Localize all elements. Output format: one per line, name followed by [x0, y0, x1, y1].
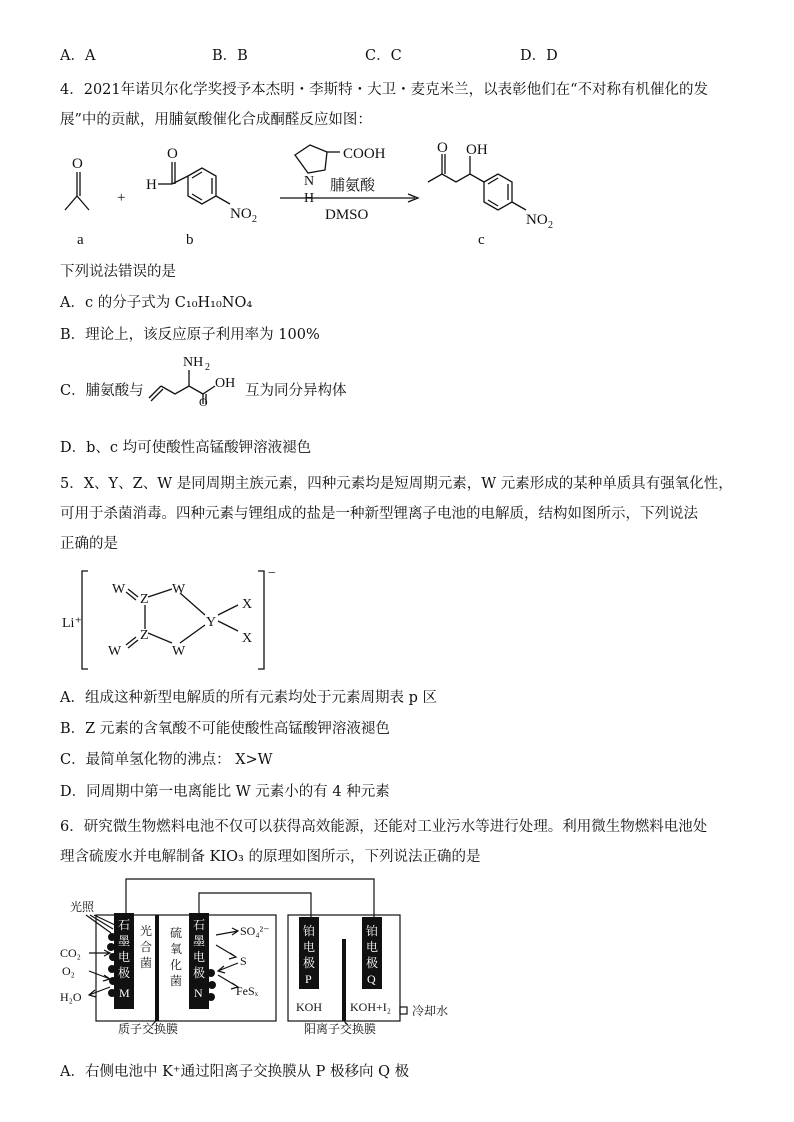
n-char-1: 石: [193, 918, 206, 932]
q-char-1: 铂: [366, 924, 379, 938]
wire-n-p: [199, 893, 311, 917]
anion-charge: −: [268, 566, 276, 581]
proline-n: N: [304, 174, 315, 189]
m-char-2: 墨: [118, 934, 131, 948]
label-b: b: [186, 232, 194, 248]
cooling-water-label: 冷却水: [412, 1004, 449, 1018]
m-char-3: 电: [118, 950, 131, 964]
bacteria1-char-3: 菌: [140, 956, 153, 970]
n-char-4: 极: [193, 966, 206, 980]
left-bracket: [82, 571, 88, 669]
n-char-3: 电: [193, 950, 206, 964]
solvent-label: DMSO: [325, 207, 369, 223]
wire-m-q: [126, 879, 374, 917]
atom-w2: W: [172, 582, 186, 597]
q4-option-c-pre: C．脯氨酸与: [60, 383, 144, 399]
light-rays: [86, 915, 115, 933]
fesx-label: FeSₓ: [236, 984, 259, 998]
atom-z1: Z: [140, 592, 149, 607]
o2-label: O₂: [62, 964, 75, 978]
product-ketone-o: O: [437, 140, 448, 156]
acetone-carbonyl: [77, 172, 80, 196]
proton-membrane-bar: [155, 915, 159, 1021]
plus-sign: +: [117, 190, 126, 206]
bacteria2-char-4: 菌: [170, 974, 183, 988]
bacteria2-char-3: 化: [170, 958, 183, 972]
q4-option-b: B．理论上，该反应原子利用率为 100%: [60, 327, 320, 343]
q4-reaction-scheme: [40, 140, 760, 260]
label-c: c: [478, 232, 485, 248]
q5-option-d: D．同周期中第一电离能比 W 元素小的有 4 种元素: [60, 784, 390, 800]
koh-i2-label: KOH+I₂: [350, 1000, 391, 1014]
m-char-1: 石: [118, 918, 131, 932]
q5-stem-line3: 正确的是: [60, 536, 118, 552]
product-oh: OH: [466, 142, 488, 158]
product-chain: [428, 174, 484, 182]
cooling-inlet: [400, 1007, 407, 1014]
q-char-2: 电: [366, 940, 379, 954]
atom-x2: X: [242, 631, 253, 646]
sulfate-label: SO₄²⁻: [240, 924, 270, 938]
co2-label: CO₂: [60, 946, 81, 960]
light-label: 光照: [70, 900, 95, 914]
m-char-4: 极: [118, 966, 131, 980]
nh2-label: NH: [183, 355, 204, 370]
nitro-b: NO: [230, 206, 252, 222]
proline-ring: [295, 145, 327, 173]
p-char-4: P: [305, 972, 312, 986]
q-char-4: Q: [367, 972, 376, 986]
nitro-b-sub: 2: [252, 214, 257, 225]
q5-option-a: A．组成这种新型电解质的所有元素均处于元素周期表 p 区: [60, 690, 437, 706]
label-a: a: [77, 232, 84, 248]
nitro-c-sub: 2: [548, 220, 553, 231]
lithium-ion: Li⁺: [62, 616, 82, 631]
h2o-label: H₂O: [60, 990, 82, 1004]
acetone-skeleton: [65, 196, 89, 210]
q6-cell-diagram: [56, 875, 476, 1035]
atom-w3: W: [172, 644, 186, 659]
koh-label: KOH: [296, 1000, 322, 1014]
q-char-3: 极: [366, 956, 379, 970]
atom-z2: Z: [140, 628, 149, 643]
m-char-5: M: [119, 986, 130, 1000]
n-char-2: 墨: [193, 934, 206, 948]
bacteria2-char-1: 硫: [170, 926, 183, 940]
p-char-2: 电: [303, 940, 316, 954]
q6-stem-line1: 6．研究微生物燃料电池不仅可以获得高效能源，还能对工业污水等进行处理。利用微生物燃料电池处: [60, 819, 708, 835]
acetone-o: O: [72, 156, 83, 172]
q4-stem-line2: 展”中的贡献，用脯氨酸催化合成酮醛反应如图：: [60, 112, 372, 128]
aldehyde-h: H: [146, 177, 157, 193]
atom-y: Y: [206, 615, 217, 630]
proline-nh: H: [304, 191, 315, 206]
q3-option-a: A．A: [60, 48, 96, 64]
atom-w1: W: [112, 582, 126, 597]
cation-membrane-label: 阳离子交换膜: [304, 1022, 377, 1035]
n-char-5: N: [194, 986, 203, 1000]
aldehyde-o: O: [167, 146, 178, 162]
q4-prompt: 下列说法错误的是: [60, 264, 176, 280]
nitro-c: NO: [526, 212, 548, 228]
q4-option-a: A．c 的分子式为 C₁₀H₁₀NO₄: [60, 295, 253, 311]
nh2-sub: 2: [205, 362, 210, 373]
bacteria1-char-1: 光: [140, 924, 153, 938]
right-bracket: [258, 571, 264, 669]
p-char-3: 极: [303, 956, 316, 970]
bacteria1-char-2: 合: [140, 940, 153, 954]
q5-option-c: C．最简单氢化物的沸点： X>W: [60, 752, 273, 768]
bacteria2-char-2: 氧: [170, 942, 183, 956]
q4-stem-line1: 4．2021年诺贝尔化学奖授予本杰明・李斯特・大卫・麦克米兰，以表彰他们在“不对称有机催化的发: [60, 82, 709, 98]
oh-label: OH: [215, 376, 236, 391]
q6-option-a: A．右侧电池中 K⁺通过阳离子交换膜从 P 极移向 Q 极: [60, 1064, 410, 1080]
proton-membrane-label: 质子交换膜: [118, 1022, 179, 1035]
atom-x1: X: [242, 597, 253, 612]
q4-option-c-post: 互为同分异构体: [245, 383, 347, 399]
q5-option-b: B．Z 元素的含氧酸不可能使酸性高锰酸钾溶液褪色: [60, 721, 390, 737]
q3-option-d: D．D: [520, 48, 558, 64]
proline-cooh: COOH: [343, 146, 386, 162]
o-label: O: [199, 395, 208, 406]
atom-w4: W: [108, 644, 122, 659]
cation-membrane-bar: [342, 939, 346, 1021]
q3-option-b: B．B: [212, 48, 248, 64]
catalyst-label: 脯氨酸: [330, 178, 376, 194]
q5-stem-line2: 可用于杀菌消毒。四种元素与锂组成的盐是一种新型锂离子电池的电解质，结构如图所示，下列说法: [60, 506, 698, 522]
sulfur-label: S: [240, 954, 247, 968]
q5-anion-structure: [60, 565, 290, 675]
q3-option-c: C．C: [365, 48, 402, 64]
q4-option-d: D．b、c 均可使酸性高锰酸钾溶液褪色: [60, 440, 312, 456]
q5-stem-line1: 5．X、Y、Z、W 是同周期主族元素，四种元素均是短周期元素，W 元素形成的某种单质具有强氧化性，: [60, 476, 733, 492]
q6-stem-line2: 理含硫废水并电解制备 KIO₃ 的原理如图所示，下列说法正确的是: [60, 849, 481, 865]
p-char-1: 铂: [303, 924, 316, 938]
